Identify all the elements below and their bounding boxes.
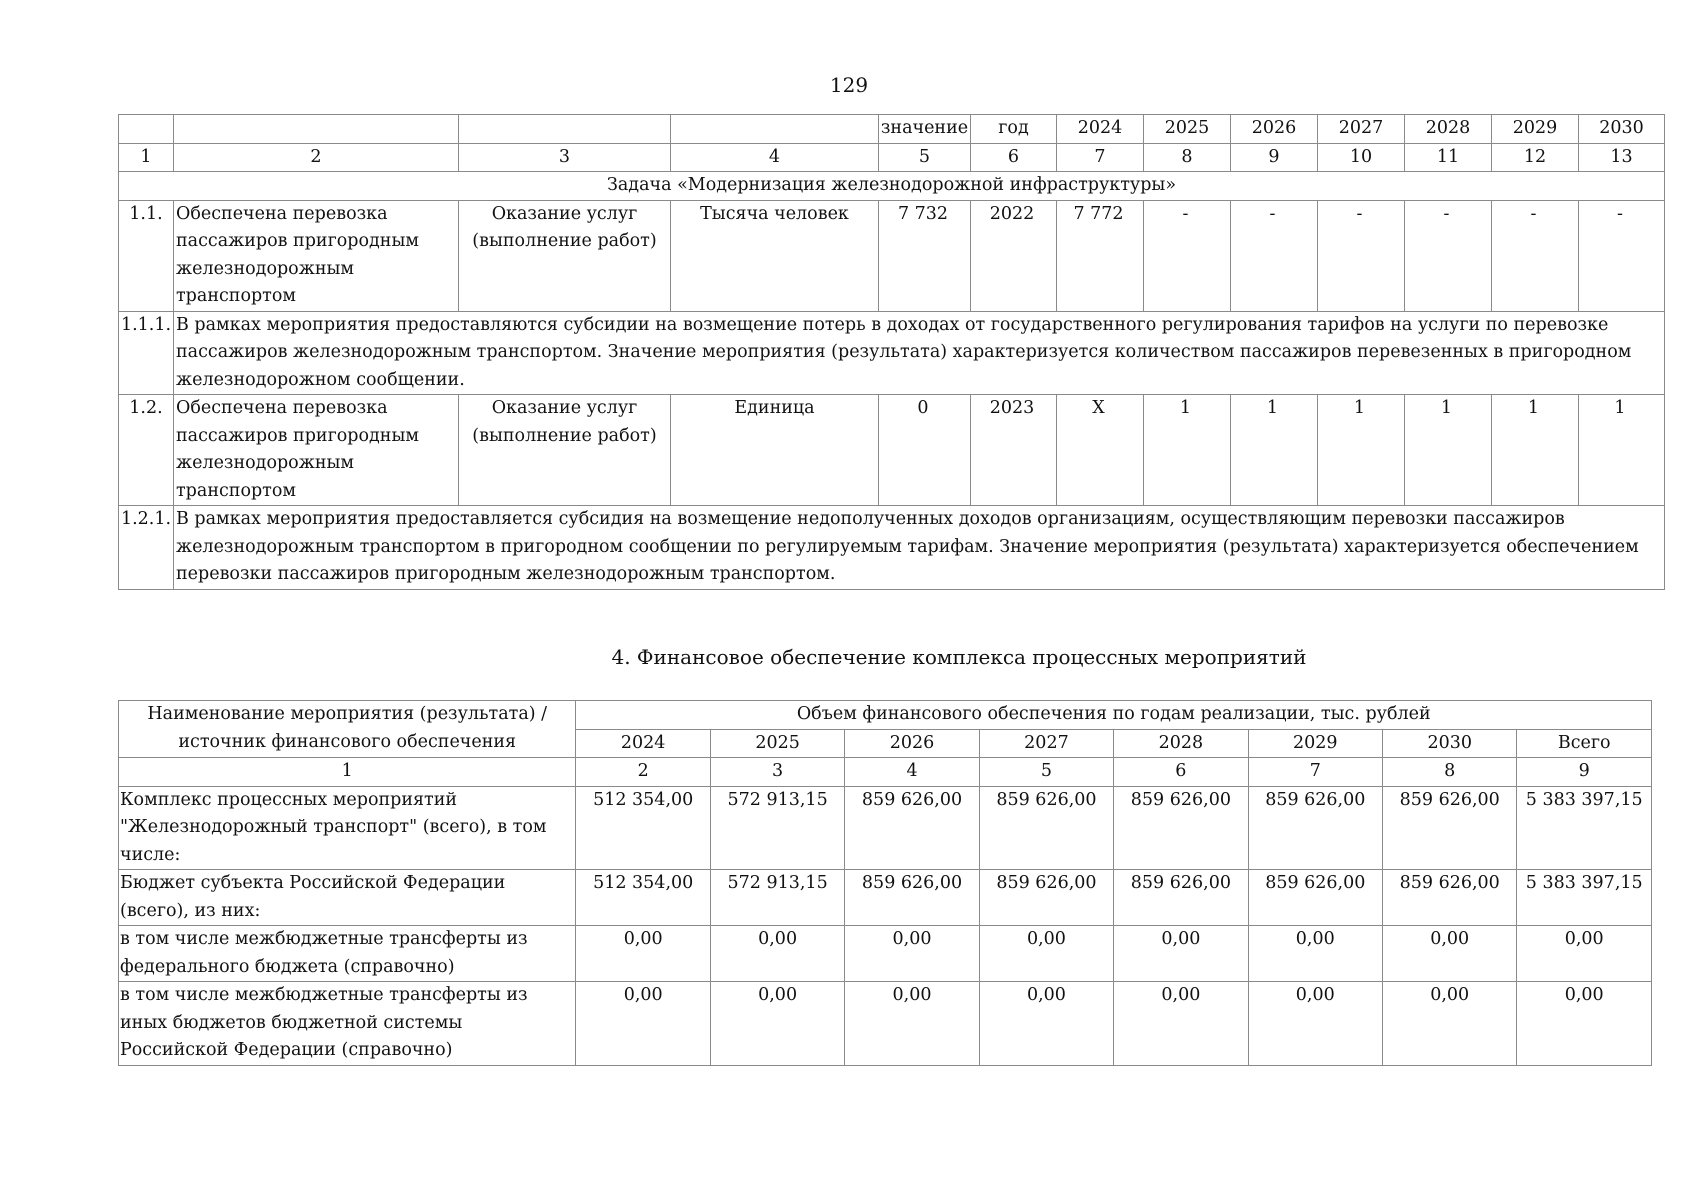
base-year: 2023 (971, 395, 1057, 506)
amount-cell: 0,00 (845, 982, 979, 1066)
column-number: 6 (1114, 758, 1248, 787)
amount-cell: 859 626,00 (979, 786, 1113, 870)
header-cell: 2027 (1318, 115, 1405, 144)
year-value: 1 (1231, 395, 1318, 506)
unit: Единица (671, 395, 879, 506)
year-value: X (1057, 395, 1144, 506)
task-row (119, 172, 1665, 201)
column-number: 8 (1144, 143, 1231, 172)
funding-source-name: Бюджет субъекта Российской Федерации (всего), из них: (119, 870, 576, 926)
header-cell (671, 115, 879, 144)
column-number: 1 (119, 758, 576, 787)
column-number: 2 (174, 143, 459, 172)
result-name: Обеспечена перевозка пассажиров пригородным железнодорожным транспортом (174, 395, 459, 506)
task-title: Задача «Модернизация железнодорожной инфраструктуры» (119, 172, 1665, 201)
column-number: 8 (1383, 758, 1517, 787)
page-number: 129 (829, 73, 869, 97)
total-header: Всего (1517, 729, 1652, 758)
name-column-header: Наименование мероприятия (результата) / источник финансового обеспечения (119, 701, 576, 758)
result-type: Оказание услуг (выполнение работ) (459, 200, 671, 311)
column-number: 12 (1492, 143, 1579, 172)
financing-table (118, 700, 1652, 1066)
amount-cell: 0,00 (1114, 982, 1248, 1066)
column-number: 1 (119, 143, 174, 172)
amount-cell: 0,00 (979, 982, 1113, 1066)
column-number: 11 (1405, 143, 1492, 172)
column-number: 9 (1517, 758, 1652, 787)
year-header: 2030 (1383, 729, 1517, 758)
column-number: 5 (879, 143, 971, 172)
amount-cell: 859 626,00 (1114, 786, 1248, 870)
amount-cell: 859 626,00 (845, 786, 979, 870)
year-value: - (1405, 200, 1492, 311)
funding-source-name: Комплекс процессных мероприятий "Железнодорожный транспорт" (всего), в том числе: (119, 786, 576, 870)
amount-cell: 859 626,00 (1383, 786, 1517, 870)
year-value: - (1579, 200, 1665, 311)
amount-cell: 859 626,00 (1248, 786, 1382, 870)
amount-cell: 572 913,15 (710, 786, 844, 870)
amount-cell: 859 626,00 (845, 870, 979, 926)
header-cell: год (971, 115, 1057, 144)
column-number: 2 (576, 758, 710, 787)
total-cell: 5 383 397,15 (1517, 786, 1652, 870)
amount-cell: 0,00 (979, 926, 1113, 982)
year-value: - (1318, 200, 1405, 311)
table-row (119, 395, 1665, 506)
row-number: 1.2. (119, 395, 174, 506)
year-value: 1 (1405, 395, 1492, 506)
column-number: 13 (1579, 143, 1665, 172)
amount-cell: 0,00 (1114, 926, 1248, 982)
header-cell (119, 115, 174, 144)
year-value: 1 (1318, 395, 1405, 506)
total-cell: 5 383 397,15 (1517, 870, 1652, 926)
amount-cell: 0,00 (576, 926, 710, 982)
row-number: 1.1. (119, 200, 174, 311)
funding-source-name: в том числе межбюджетные трансферты из федерального бюджета (справочно) (119, 926, 576, 982)
amount-cell: 859 626,00 (979, 870, 1113, 926)
base-value: 7 732 (879, 200, 971, 311)
note-row (119, 506, 1665, 590)
year-header: 2024 (576, 729, 710, 758)
column-number: 4 (671, 143, 879, 172)
header-row-numbers (119, 143, 1665, 172)
volume-header: Объем финансового обеспечения по годам реализации, тыс. рублей (576, 701, 1652, 730)
table-row (119, 786, 1652, 870)
base-value: 0 (879, 395, 971, 506)
header-cell: значение (879, 115, 971, 144)
column-number: 3 (459, 143, 671, 172)
note-row (119, 311, 1665, 395)
amount-cell: 512 354,00 (576, 786, 710, 870)
year-header: 2027 (979, 729, 1113, 758)
base-year: 2022 (971, 200, 1057, 311)
amount-cell: 859 626,00 (1114, 870, 1248, 926)
header-cell: 2028 (1405, 115, 1492, 144)
header-cell: 2026 (1231, 115, 1318, 144)
table-row (119, 982, 1652, 1066)
header-cell: 2030 (1579, 115, 1665, 144)
year-header: 2029 (1248, 729, 1382, 758)
table-row (119, 870, 1652, 926)
table-row (119, 926, 1652, 982)
year-value: 1 (1144, 395, 1231, 506)
header-cell: 2025 (1144, 115, 1231, 144)
amount-cell: 572 913,15 (710, 870, 844, 926)
year-header: 2026 (845, 729, 979, 758)
header-cell: 2024 (1057, 115, 1144, 144)
note-text: В рамках мероприятия предоставляется субсидия на возмещение недополученных доходов организациям, осуществляющим перевозки пассажиров железнодорожным транспортом в пригородном сообщении по регулируемым тарифам. Значение мероприятия (результата) характеризуется обеспечением перевозки пассажиров пригородным железнодорожным транспортом. (174, 506, 1665, 590)
column-number: 10 (1318, 143, 1405, 172)
amount-cell: 0,00 (710, 982, 844, 1066)
note-number: 1.1.1. (119, 311, 174, 395)
total-cell: 0,00 (1517, 982, 1652, 1066)
funding-source-name: в том числе межбюджетные трансферты из иных бюджетов бюджетной системы Российской Федерации (справочно) (119, 982, 576, 1066)
amount-cell: 512 354,00 (576, 870, 710, 926)
header-cell (459, 115, 671, 144)
year-header: 2025 (710, 729, 844, 758)
amount-cell: 0,00 (710, 926, 844, 982)
header-cell (174, 115, 459, 144)
year-value: 1 (1579, 395, 1665, 506)
amount-cell: 859 626,00 (1383, 870, 1517, 926)
amount-cell: 859 626,00 (1248, 870, 1382, 926)
column-number: 6 (971, 143, 1057, 172)
column-number: 9 (1231, 143, 1318, 172)
amount-cell: 0,00 (1383, 926, 1517, 982)
year-value: 7 772 (1057, 200, 1144, 311)
year-value: - (1492, 200, 1579, 311)
amount-cell: 0,00 (1248, 982, 1382, 1066)
note-text: В рамках мероприятия предоставляются субсидии на возмещение потерь в доходах от государственного регулирования тарифов на услуги по перевозке пассажиров железнодорожным транспортом. Значение мероприятия (результата) характеризуется количеством пассажиров перевезенных в пригородном железнодорожном сообщении. (174, 311, 1665, 395)
column-number: 3 (710, 758, 844, 787)
result-name: Обеспечена перевозка пассажиров пригородным железнодорожным транспортом (174, 200, 459, 311)
column-number: 4 (845, 758, 979, 787)
year-header: 2028 (1114, 729, 1248, 758)
column-number: 5 (979, 758, 1113, 787)
column-number: 7 (1248, 758, 1382, 787)
table-row (119, 200, 1665, 311)
result-type: Оказание услуг (выполнение работ) (459, 395, 671, 506)
note-number: 1.2.1. (119, 506, 174, 590)
header-cell: 2029 (1492, 115, 1579, 144)
amount-cell: 0,00 (1383, 982, 1517, 1066)
unit: Тысяча человек (671, 200, 879, 311)
total-cell: 0,00 (1517, 926, 1652, 982)
amount-cell: 0,00 (576, 982, 710, 1066)
year-value: - (1231, 200, 1318, 311)
section-title: 4. Финансовое обеспечение комплекса процессных мероприятий (611, 645, 1307, 669)
year-value: - (1144, 200, 1231, 311)
amount-cell: 0,00 (1248, 926, 1382, 982)
amount-cell: 0,00 (845, 926, 979, 982)
header-row-top (119, 115, 1665, 144)
column-number: 7 (1057, 143, 1144, 172)
header-row (119, 701, 1652, 730)
indicators-table (118, 114, 1665, 590)
column-numbers-row (119, 758, 1652, 787)
year-value: 1 (1492, 395, 1579, 506)
